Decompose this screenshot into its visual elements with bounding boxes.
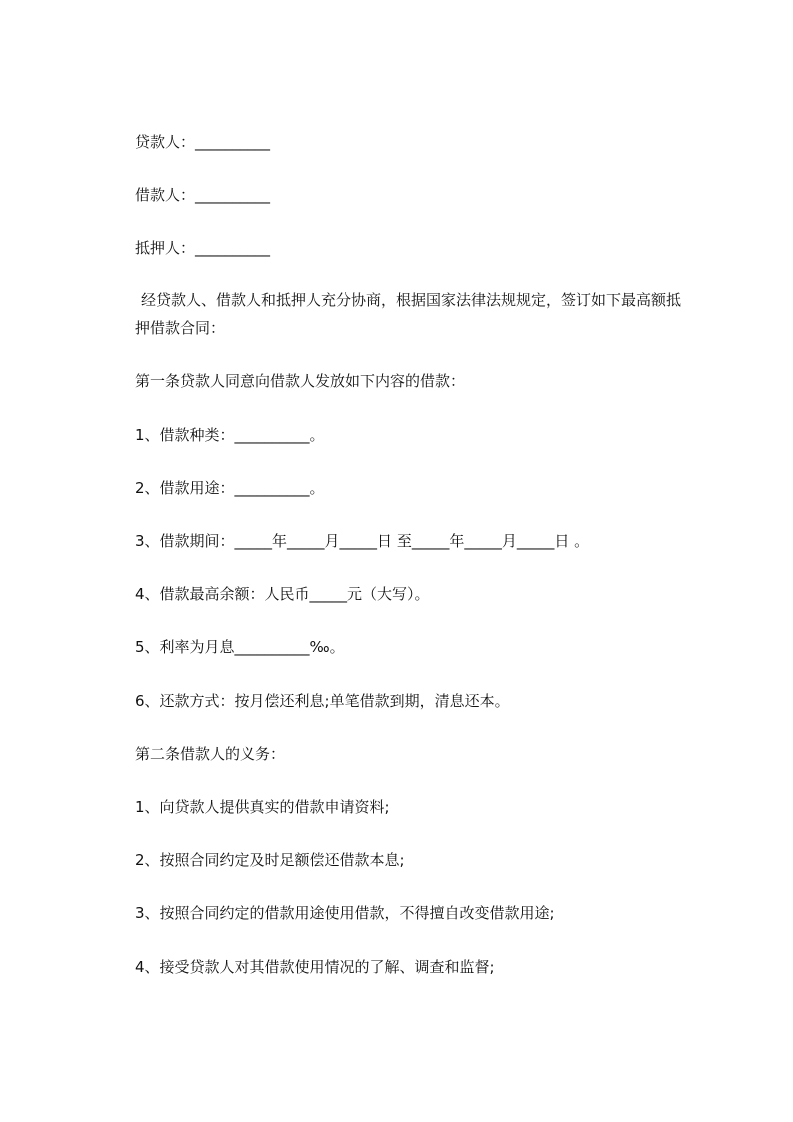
intro-paragraph: 经贷款人、借款人和抵押人充分协商，根据国家法律法规规定，签订如下最高额抵押借款合同： (135, 291, 682, 337)
article1-item-3: 3、借款期间：_____年_____月_____日 至_____年_____月_____日 。 (135, 532, 590, 550)
article1-item-6: 6、还款方式：按月偿还利息;单笔借款到期，清息还本。 (135, 692, 510, 710)
article2-item-4: 4、接受贷款人对其借款使用情况的了解、调查和监督; (135, 958, 495, 976)
article1-item-1: 1、借款种类：__________。 (135, 426, 325, 444)
article1-item-5: 5、利率为月息__________‰。 (135, 638, 345, 656)
article2-item-2: 2、按照合同约定及时足额偿还借款本息; (135, 851, 405, 869)
article2-item-1: 1、向贷款人提供真实的借款申请资料; (135, 798, 390, 816)
article1-item-2: 2、借款用途：__________。 (135, 479, 325, 497)
article2-title: 第二条借款人的义务： (135, 745, 286, 763)
article1-title: 第一条贷款人同意向借款人发放如下内容的借款： (135, 372, 466, 390)
article1-item-4: 4、借款最高余额：人民币_____元（大写）。 (135, 585, 430, 603)
article2-item-3: 3、按照合同约定的借款用途使用借款，不得擅自改变借款用途; (135, 904, 555, 922)
mortgagor-line: 抵押人：__________ (135, 239, 271, 257)
lender-line: 贷款人：__________ (135, 133, 271, 151)
borrower-line: 借款人：__________ (135, 186, 271, 204)
